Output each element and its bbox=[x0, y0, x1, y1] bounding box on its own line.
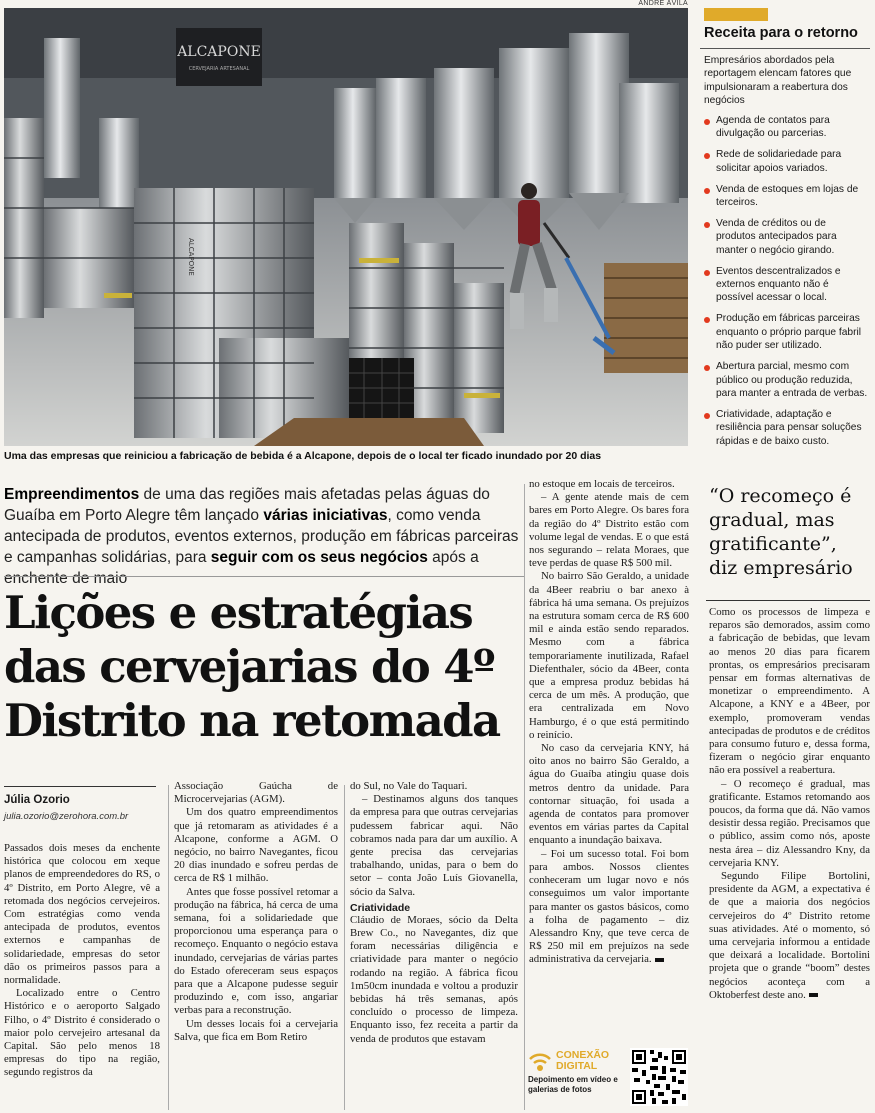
paragraph: – Foi um sucesso total. Foi bom para ambos. Nossos clientes conheceram um lugar novo e nós conseguimos um valor importante para manter os gastos básicos, como a folha de pagamento – diz Alessandro Kny, que teve cerca de R$ 250 mil em prejuízos na sede administrativa da cervejaria. bbox=[529, 847, 689, 966]
photo-credit: ANDRÉ ÁVILA bbox=[638, 0, 688, 7]
list-item: Produção em fábricas parceiras enquanto o próprio parque fabril não puder ser utilizado. bbox=[704, 312, 868, 352]
column-divider bbox=[344, 785, 345, 1110]
column-divider bbox=[524, 484, 525, 1110]
paragraph: Um desses locais foi a cervejaria Salva, que fica em Bom Retiro bbox=[174, 1017, 338, 1043]
author-name: Júlia Ozorio bbox=[4, 794, 70, 806]
bullet-icon bbox=[704, 119, 710, 125]
bullet-icon bbox=[704, 365, 710, 371]
pull-quote-heading: “O recomeço é gradual, mas gratificante”, diz empresário bbox=[709, 485, 853, 579]
article-column-5 bbox=[709, 606, 870, 1002]
paragraph: Passados dois meses da enchente histórica que colocou em xeque planos de empreendedores do RS, o 4º Distrito, em Porto Alegre, vê a retomada dos negócios cervejeiros. Com estratégias como venda antecipada de produtos, eventos externos e campanhas de solidariedade, empresas do setor dão os primeiros passos para a normalidade. bbox=[4, 842, 160, 987]
keg-label: ALCAPONE bbox=[187, 238, 195, 276]
conexao-title: CONEXÃO DIGITAL bbox=[556, 1049, 610, 1072]
list-item: Eventos descentralizados e externos enquanto não é possível acessar o local. bbox=[704, 265, 868, 305]
bullet-icon bbox=[704, 188, 710, 194]
list-item: Rede de solidariedade para solicitar apoios variados. bbox=[704, 148, 868, 175]
paragraph: Cláudio de Moraes, sócio da Delta Brew Co., no Navegantes, diz que foram necessárias diligência e criatividade para manter o negócio rodando na região. A fábrica ficou 1m50cm inundada e voltou a produzir bebidas há três semanas, após concluído o processo de limpeza. Enquanto isso, fez receita a partir da venda de produtos que estavam bbox=[350, 913, 518, 1045]
list-item: Agenda de contatos para divulgação ou parcerias. bbox=[704, 114, 868, 141]
article-column-4 bbox=[529, 478, 689, 967]
author-email[interactable]: julia.ozorio@zerohora.com.br bbox=[4, 811, 129, 822]
paragraph: Segundo Filipe Bortolini, presidente da AGM, a expectativa é de que a maioria dos negócios cervejeiros do 4º Distrito retome suas atividades. Até o momento, só uma cervejaria informou a entidade que deixará a localidade. Bortolini projeta que o grande “boom” destes negócios aconteça com a Oktoberfest deste ano. bbox=[709, 870, 870, 1001]
paragraph: – A gente atende mais de cem bares em Porto Alegre. Os bares fora da região do 4º Distrito estão com volume legal de vendas. E o que está nos segurando – relata Moraes, que teve perdas de quase R$ 500 mil. bbox=[529, 491, 689, 570]
headline: Lições e estratégias das cervejarias do 4º Distrito na retomada bbox=[4, 586, 500, 747]
sidebar-rule bbox=[700, 48, 870, 49]
paragraph: Como os processos de limpeza e reparos são demorados, assim como a fabricação de bebidas, que levam ao menos 20 dias para ficarem prontas, os empresários precisaram pensar em formas alternativas de monetizar o empreendimento. A Alcapone, a KNY e a 4Beer, por exemplo, promoveram vendas antecipadas de produtos e de créditos para consumo futuro e, dessa forma, fizeram o negócio girar enquanto não era possível a reabertura. bbox=[709, 606, 870, 777]
paragraph: – O recomeço é gradual, mas gratificante. Estamos retomando aos poucos, da forma que dá. Não vamos desistir dessa região. Precisamos que o público, assim como nós, aposte nesta área – diz Alessandro Kny, da cervejaria KNY. bbox=[709, 777, 870, 869]
qr-code-icon[interactable] bbox=[630, 1048, 688, 1106]
paragraph: No bairro São Geraldo, a unidade da 4Beer reabriu o bar anexo à fábrica há uma semana. Os prejuízos na estrutura somam cerca de R$ 600 mil e ainda estão sendo reparados. Mesmo com a fábrica temporariamente inutilizada, Rafael Diefenthaler, sócio da 4Beer, conta que a empresa produz bebidas há cerca de um mês. A produção, que era centralizada em Novo Hamburgo, é o que está permitindo o reinício. bbox=[529, 570, 689, 741]
list-item: Venda de créditos ou de produtos antecipados para manter o negócio girando. bbox=[704, 217, 868, 257]
subheading: Criatividade bbox=[350, 901, 411, 914]
sidebar-title: Receita para o retorno bbox=[704, 25, 858, 41]
conexao-digital-box[interactable] bbox=[528, 1048, 688, 1108]
sidebar-accent-tag bbox=[704, 8, 768, 21]
bullet-icon bbox=[704, 413, 710, 419]
list-item: Abertura parcial, mesmo com público ou produção reduzida, para manter a entrada de verbas. bbox=[704, 360, 868, 400]
bullet-icon bbox=[704, 270, 710, 276]
sidebar-box bbox=[700, 8, 870, 464]
column-divider bbox=[168, 785, 169, 1110]
bullet-icon bbox=[704, 153, 710, 159]
sidebar-list bbox=[704, 114, 868, 456]
end-mark-icon bbox=[655, 958, 664, 962]
paragraph: No caso da cervejaria KNY, há oito anos no bairro São Geraldo, a água do Guaíba atingiu quase dois metros dentro da unidade. Para contornar situação, foi usada a agenda de contatos para promover eventos em várias partes da Capital enquanto a inundação baixava. bbox=[529, 742, 689, 847]
paragraph: Antes que fosse possível retomar a produção na fábrica, há cerca de uma semana, foi a solidariedade que proporcionou uma esperança para o recomeço. Enquanto o negócio estava inundado, cervejarias de várias partes do Estado ofereceram seus espaços para que a Alcapone pudesse seguir produzindo e, com isso, angariar verbas para a reconstrução. bbox=[174, 885, 338, 1017]
paragraph: Um dos quatro empreendimentos que já retomaram as atividades é a Alcapone, conforme a AGM. O negócio, no bairro Navegantes, ficou 20 dias inundado e sofreu perdas de cerca de R$ 1 milhão. bbox=[174, 806, 338, 885]
sidebar-intro: Empresários abordados pela reportagem elencam fatores que impulsionaram a reabertura dos negócios bbox=[704, 55, 852, 107]
photo-caption: Uma das empresas que reiniciou a fabricação de bebida é a Alcapone, depois de o local ter ficado inundado por 20 dias bbox=[4, 450, 602, 462]
end-mark-icon bbox=[809, 993, 818, 997]
sign-text: ALCAPONE bbox=[177, 44, 261, 60]
brewery-photo bbox=[4, 8, 688, 446]
bullet-icon bbox=[704, 222, 710, 228]
conexao-description: Depoimento em vídeo e galerias de fotos bbox=[528, 1075, 618, 1094]
deck-separator bbox=[4, 576, 524, 577]
brewery-photo-illustration bbox=[4, 8, 688, 446]
author-rule bbox=[4, 786, 156, 787]
paragraph: Localizado entre o Centro Histórico e o aeroporto Salgado Filho, o 4º Distrito é considerado o maior polo cervejeiro artesanal da Capital. São pelo menos 18 empresas do tipo na região, segundo registros da bbox=[4, 987, 160, 1079]
bullet-icon bbox=[704, 317, 710, 323]
paragraph: no estoque em locais de terceiros. bbox=[529, 478, 675, 490]
list-item: Criatividade, adaptação e resiliência para pensar soluções rápidas e de baixo custo. bbox=[704, 408, 868, 448]
sign-subtext: CERVEJARIA ARTESANAL bbox=[188, 66, 250, 72]
quote-rule bbox=[706, 600, 870, 601]
article-column-1 bbox=[4, 842, 160, 1080]
article-column-3 bbox=[350, 780, 518, 1046]
paragraph: do Sul, no Vale do Taquari. bbox=[350, 780, 468, 792]
list-item: Venda de estoques em lojas de terceiros. bbox=[704, 183, 868, 210]
article-deck: Empreendimentos de uma das regiões mais afetadas pelas águas do Guaíba em Porto Alegre têm lançado várias iniciativas, como venda antecipada de produtos, eventos externos, produção em fábricas parceiras e campanhas solidárias, para seguir com os seus negócios após a enchente de maio bbox=[4, 486, 519, 587]
paragraph: – Destinamos alguns dos tanques da empresa para que outras cervejarias pudessem fabricar aqui. Não cobramos nada para dar um auxílio. A gente precisa das cervejarias trabalhando, unidas, para o bem do setor – conta João Luís Giovanella, sócio da Salva. bbox=[350, 793, 518, 898]
article-column-2 bbox=[174, 780, 338, 1044]
signal-icon bbox=[528, 1050, 552, 1072]
paragraph: Associação Gaúcha de Microcervejarias (AGM). bbox=[174, 780, 338, 806]
